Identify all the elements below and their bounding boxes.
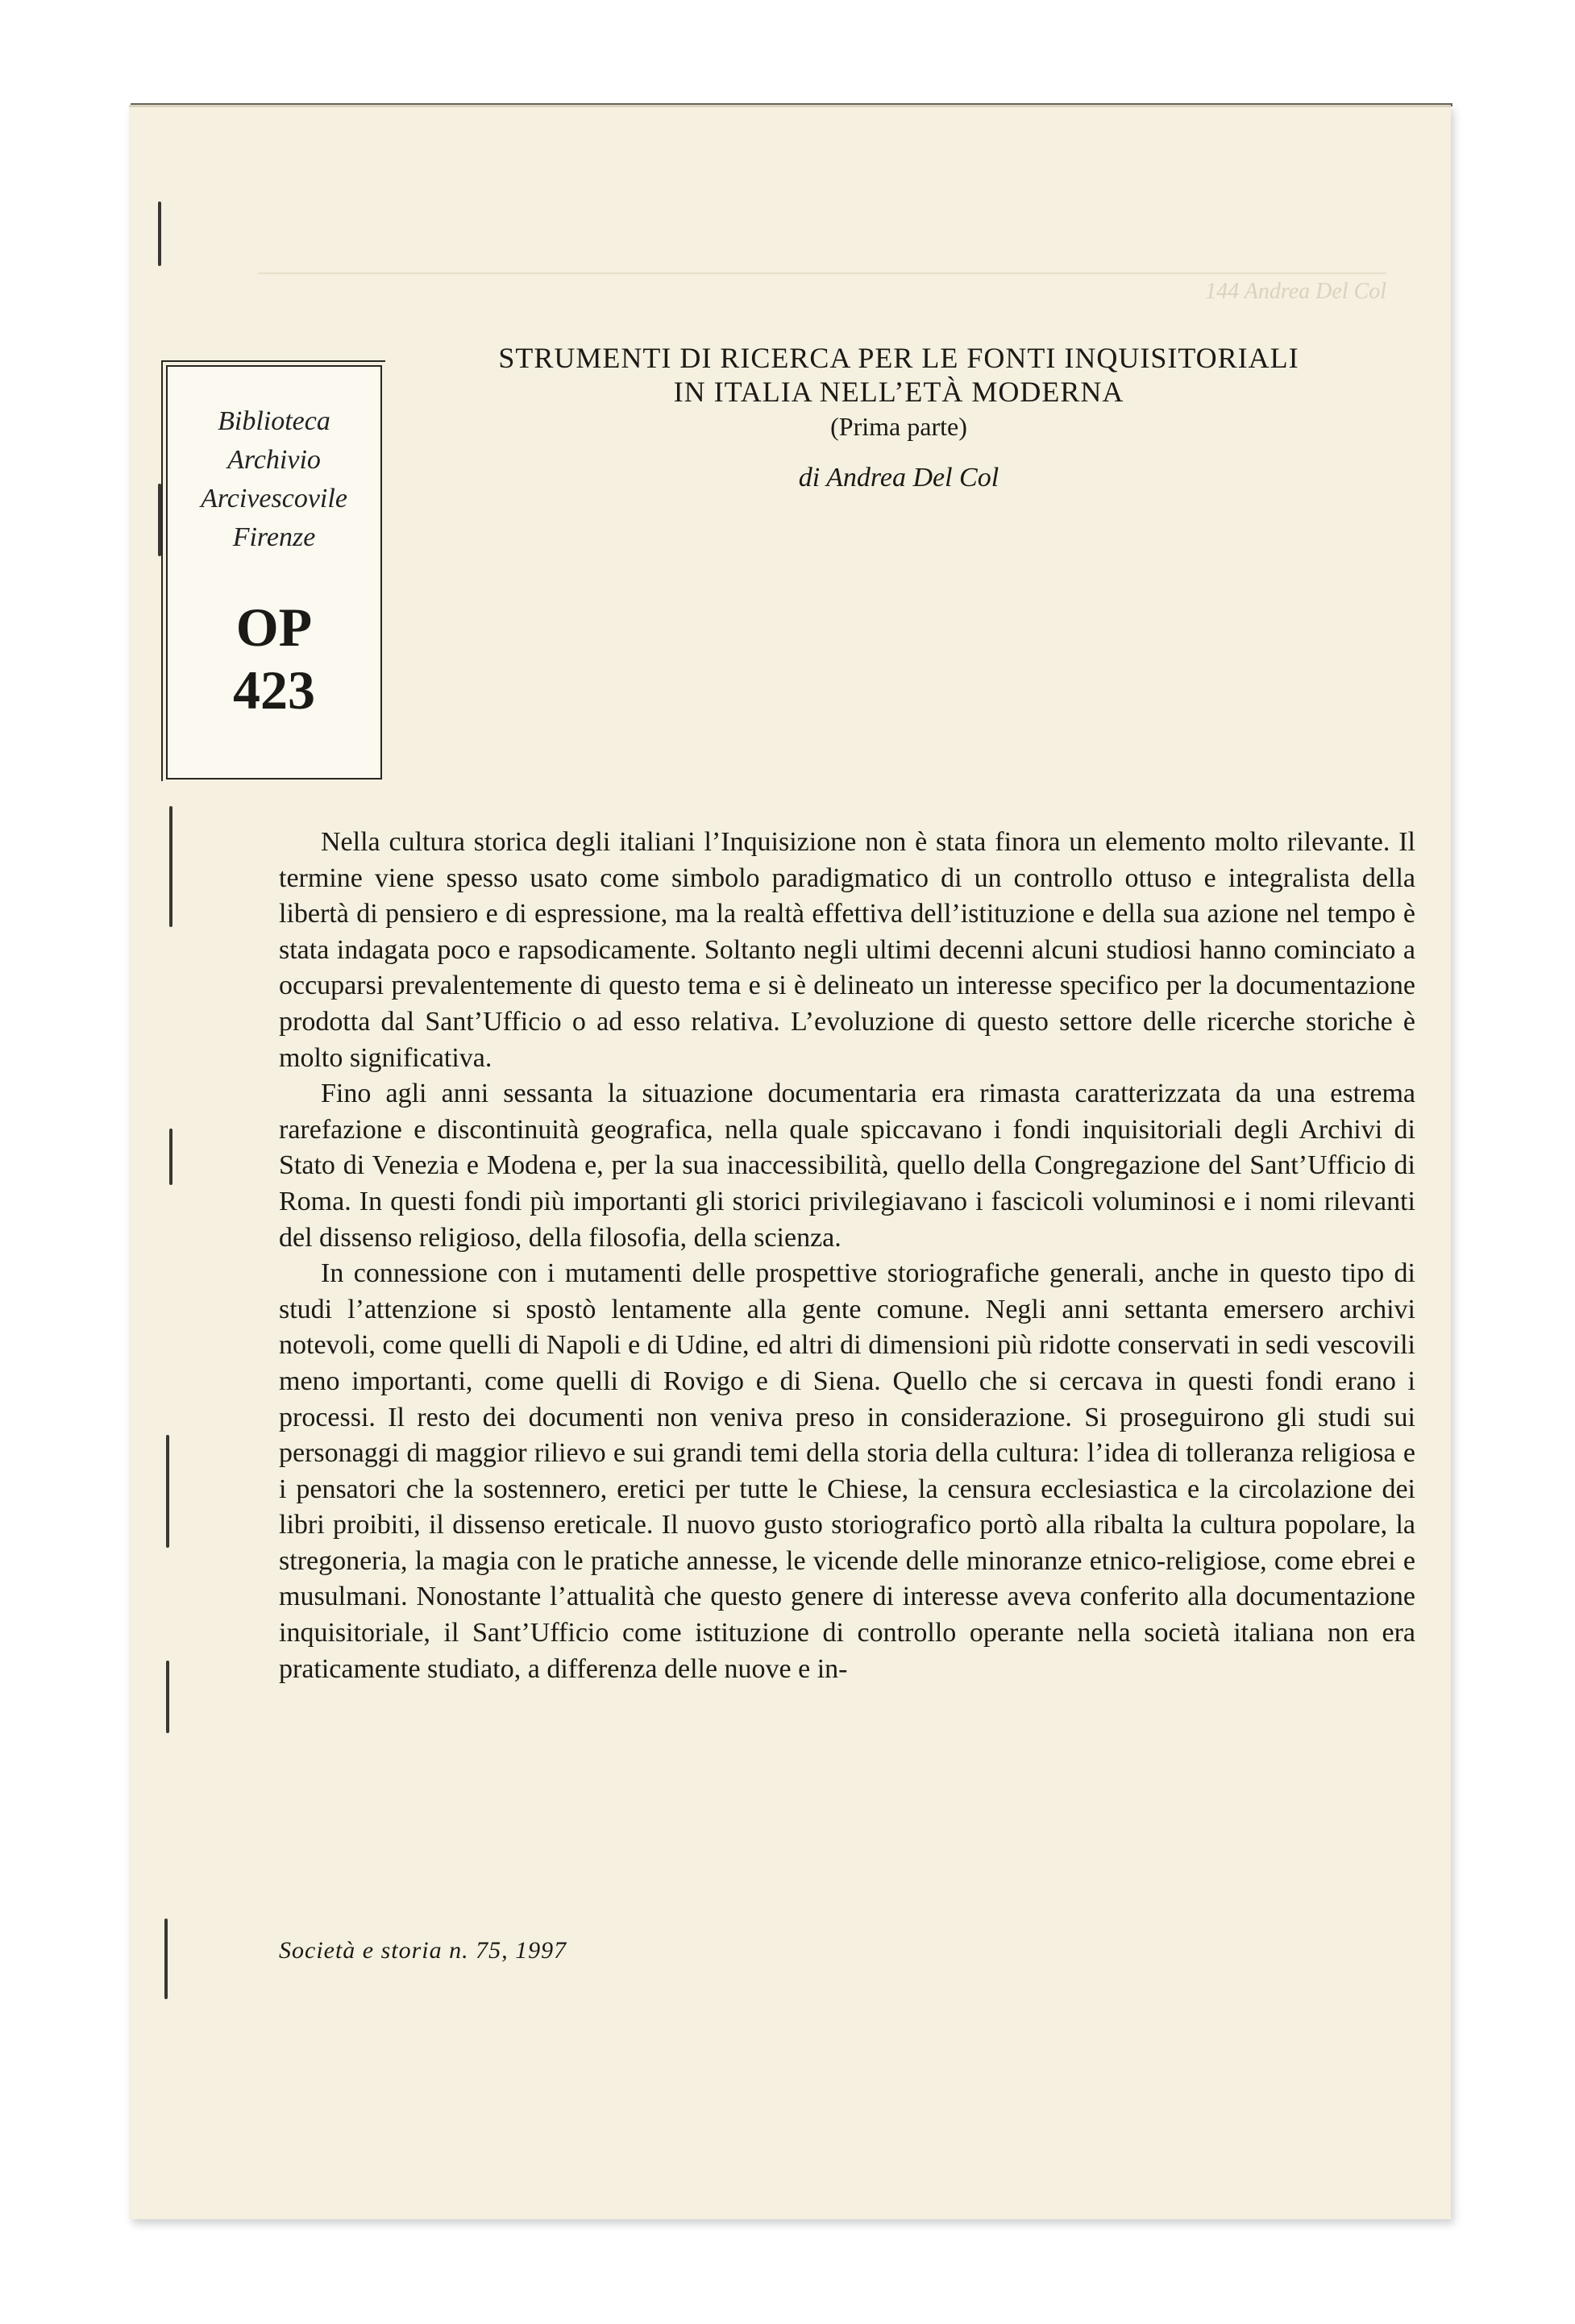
staple-mark-3: [169, 806, 172, 927]
shelfmark-code: [168, 596, 380, 721]
bleed-through-running-head: 144 Andrea Del Col: [258, 272, 1386, 305]
library-label: [166, 365, 382, 780]
article-title-line-2: IN ITALIA NELL’ETÀ MODERNA: [673, 376, 1124, 408]
body-paragraph-2: Fino agli anni sessanta la situazione documentaria era rimasta caratterizzata da una estrema rarefazione e discontinuità geografica, nella quale spiccavano i fondi inquisitoriali degli Archivi di Stato di Venezia e Modena e, per la sua inaccessibilità, quello della Congregazione del Sant’Ufficio di Roma. In questi fondi più importanti gli storici privilegiavano i fascicoli voluminosi e i nomi rilevanti del dissenso religioso, della filosofia, della scienza.: [279, 1079, 1415, 1253]
staple-mark-5: [166, 1435, 169, 1548]
body-paragraph-1: Nella cultura storica degli italiani l’Inquisizione non è stata finora un elemento molto rilevante. Il termine viene spesso usato come simbolo paradigmatico di un controllo ottuso e integralista della libertà di pensiero e di espressione, ma la realtà effettiva dell’istituzione e della sua azione nel tempo è stata indagata poco e rapsodicamente. Soltanto negli ultimi decenni alcuni studiosi hanno cominciato a occuparsi prevalentemente di questo tema e si è delineato un interesse specifico per la documentazione prodotta dal Sant’Ufficio o ad esso relativa. L’evoluzione di questo settore delle ricerche storiche è molto significativa.: [279, 827, 1415, 1073]
article-body: [279, 825, 1415, 1687]
article-title-line-1: STRUMENTI DI RICERCA PER LE FONTI INQUISITORIALI: [498, 342, 1299, 374]
staple-mark-6: [166, 1661, 169, 1733]
article-subtitle: (Prima parte): [830, 412, 967, 441]
library-label-line-2: Archivio: [227, 445, 321, 475]
body-paragraph-3: In connessione con i mutamenti delle prospettive storiografiche generali, anche in questo tipo di studi l’attenzione si spostò lentamente alla gente comune. Negli anni settanta emersero archivi notevoli, come quelli di Napoli e di Udine, ed altri di dimensioni più ridotte conservati in sedi vescovili meno importanti, come quelli di Rovigo e di Siena. Quello che si cercava in questi fondi erano i processi. Il resto dei documenti non veniva preso in considerazione. Si proseguirono gli studi sui personaggi di maggior rilievo e sui grandi temi della storia della cultura: l’idea di tolleranza religiosa e i pensatori che la sostennero, eretici per tutte le Chiese, la censura ecclesiastica e la circolazione dei libri proibiti, il dissenso ereticale. Il nuovo gusto storiografico portò alla ribalta la cultura popolare, la stregoneria, la magia con le pratiche annesse, le vicende delle minoranze etnico-religiose, come ebrei e musulmani. Nonostante l’attualità che questo genere di interesse aveva conferito alla documentazione inquisitoriale, il Sant’Ufficio come istituzione di controllo operante nella società italiana non era praticamente studiato, a differenza delle nuove e in-: [279, 1258, 1415, 1684]
library-label-line-3: Arcivescovile: [201, 484, 347, 513]
shelfmark-prefix: OP: [235, 597, 313, 658]
staple-mark-7: [164, 1919, 168, 1999]
document-page: [129, 105, 1451, 2219]
library-label-line-4: Firenze: [232, 522, 316, 552]
staple-mark-2: [158, 484, 161, 556]
shelfmark-number: 423: [233, 659, 315, 721]
article-author: di Andrea Del Col: [798, 463, 999, 493]
staple-mark-1: [158, 202, 161, 266]
staple-mark-4: [169, 1129, 172, 1185]
library-label-line-1: Biblioteca: [218, 406, 330, 436]
journal-citation: Società e storia n. 75, 1997: [279, 1937, 567, 1964]
